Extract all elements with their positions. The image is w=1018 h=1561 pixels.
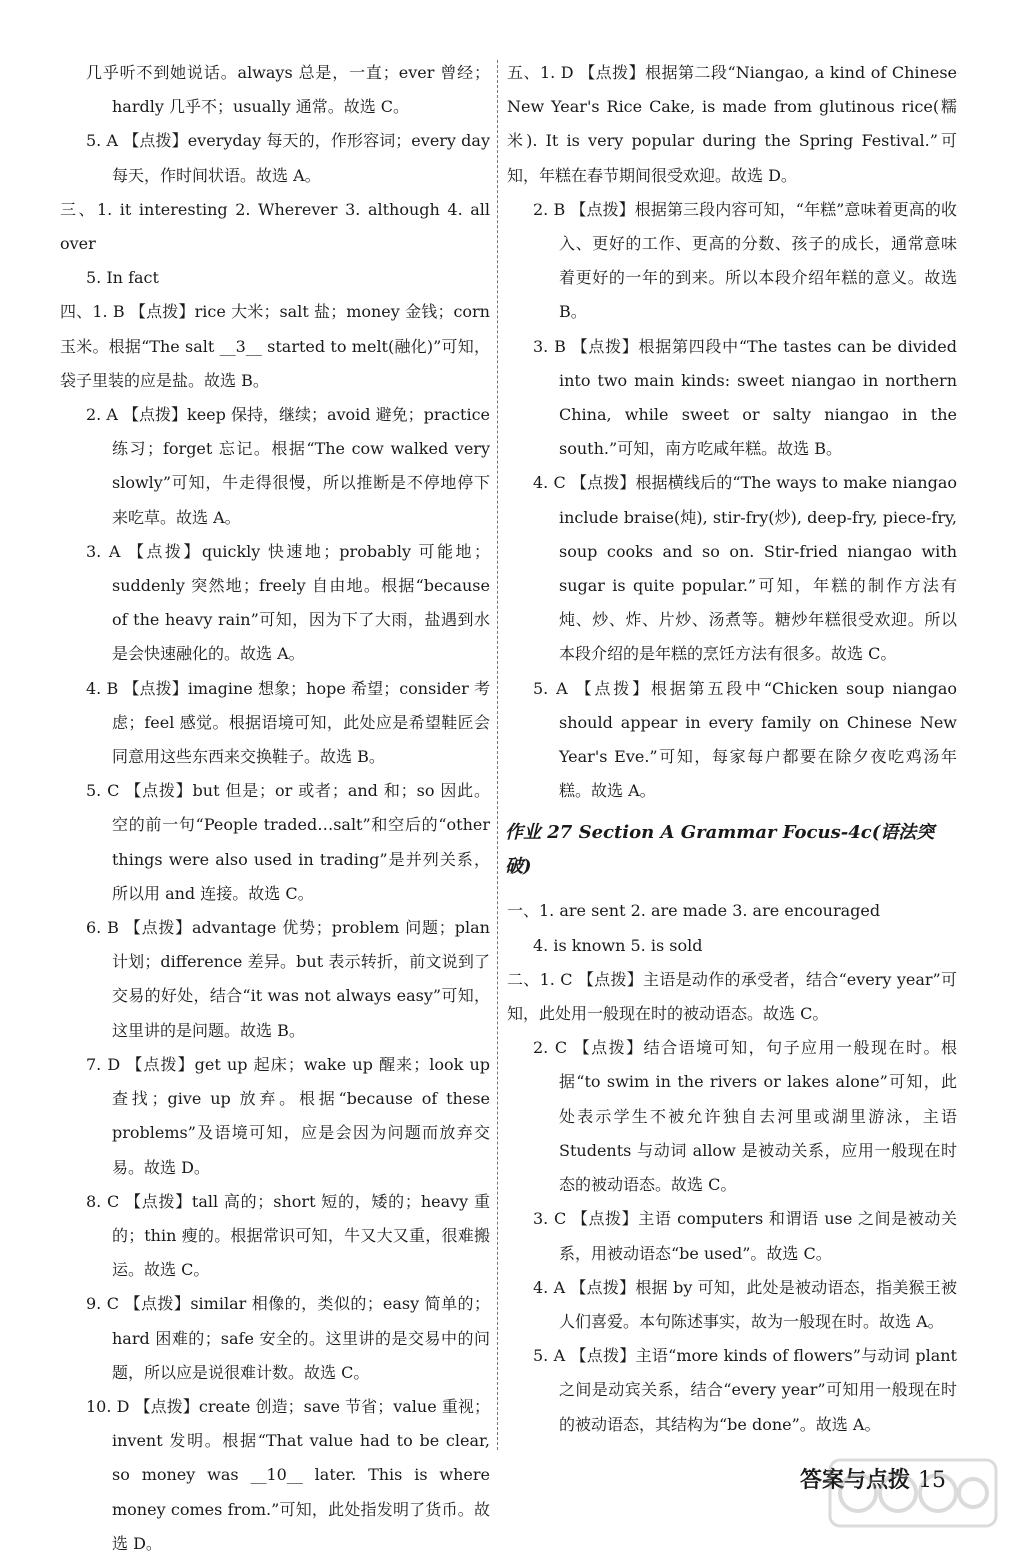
answer-item: 几乎听不到她说话。always 总是，一直；ever 曾经；hardly 几乎不；usually 通常。故选 C。 [86,63,490,117]
left-column [60,56,490,1561]
answer-item: 6. B 【点拨】advantage 优势；problem 问题；plan 计划；difference 差异。but 表示转折，前文说到了交易的好处，结合“it was not always easy”可知，这里讲的是问题。故选 B。 [86,918,490,1040]
answer-item: 3. C 【点拨】主语 computers 和谓语 use 之间是被动关系，用被动语态“be used”。故选 C。 [533,1209,957,1263]
answer-item: 2. C 【点拨】结合语境可知，句子应用一般现在时。根据“to swim in the rivers or lakes alone”可知，此处表示学生不被允许独自去河里或湖里游泳，主语 Students 与动词 allow 是被动关系，应用一般现在时态的被动语态。故选 C。 [533,1038,957,1195]
answer-item: 3. B 【点拨】根据第四段中“The tastes can be divided into two main kinds: sweet niangao in northern China, while sweet or salty niangao in the south.”可知，南方吃咸年糕。故选 B。 [533,336,957,459]
answer-item: 二、1. C 【点拨】主语是动作的承受者，结合“every year”可知，此处用一般现在时的被动语态。故选 C。 [507,969,957,1024]
answer-item: 3. A 【点拨】quickly 快速地；probably 可能地；suddenly 突然地；freely 自由地。根据“because of the heavy rain”可知，因为下了大雨，盐遇到水是会快速融化的。故选 A。 [86,541,490,664]
answer-item: 五、1. D 【点拨】根据第二段“Niangao, a kind of Chinese New Year's Rice Cake, is made from glutinous rice(糯米). It is very popular during the Spring Festival.”可知，年糕在春节期间很受欢迎。故选 D。 [507,63,957,185]
page-number: 15 [918,1468,946,1493]
answer-item: 5. A 【点拨】主语“more kinds of flowers”与动词 plant 之间是动宾关系，结合“every year”可知用一般现在时的被动语态，其结构为“be done”。故选 A。 [533,1346,957,1434]
answer-item: 4. A 【点拨】根据 by 可知，此处是被动语态，指美猴王被人们喜爱。本句陈述事实，故为一般现在时。故选 A。 [533,1277,957,1331]
answer-item: 2. A 【点拨】keep 保持，继续；avoid 避免；practice 练习；forget 忘记。根据“The cow walked very slowly”可知，牛走得很慢，所以推断是不停地停下来吃草。故选 A。 [86,405,490,527]
answer-item: 4. C 【点拨】根据横线后的“The ways to make niangao include braise(炖), stir-fry(炒), deep-fry, piece-fry, soup cooks and so on. Stir-fried niangao with sugar is quite popular.”可知，年糕的制作方法有炖、炒、炸、片炒、汤煮等。糖炒年糕很受欢迎。所以本段介绍的是年糕的烹饪方法有很多。故选 C。 [533,473,957,664]
answer-item: 9. C 【点拨】similar 相像的，类似的；easy 简单的；hard 困难的；safe 安全的。这里讲的是交易中的问题，所以应是说很难计数。故选 C。 [86,1294,490,1382]
answer-item: 8. C 【点拨】tall 高的；short 短的，矮的；heavy 重的；thin 瘦的。根据常识可知，牛又大又重，很难搬运。故选 C。 [86,1191,490,1280]
footer-label: 答案与点拨 [799,1468,910,1493]
section-heading: 作业 27 Section A Grammar Focus-4c(语法突破) [505,822,935,878]
answer-item: 一、1. are sent 2. are made 3. are encouraged [507,901,881,921]
answer-item: 4. is known 5. is sold [533,935,703,955]
answer-item: 5. A 【点拨】everyday 每天的，作形容词；every day 每天，作时间状语。故选 A。 [86,131,490,185]
answer-item: 四、1. B 【点拨】rice 大米；salt 盐；money 金钱；corn 玉米。根据“The salt __3__ started to melt(融化)”可知，袋子里装的应是盐。故选 B。 [60,302,490,390]
right-column [507,56,957,1442]
answer-item: 4. B 【点拨】imagine 想象；hope 希望；consider 考虑；feel 感觉。根据语境可知，此处应是希望鞋匠会同意用这些东西来交换鞋子。故选 B。 [86,678,490,767]
answer-item: 5. C 【点拨】but 但是；or 或者；and 和；so 因此。空的前一句“People traded…salt”和空后的“other things were also used in trading”是并列关系，所以用 and 连接。故选 C。 [86,781,490,903]
column-divider [497,60,498,1450]
watermark-logo [828,1458,998,1528]
answer-item: 10. D 【点拨】create 创造；save 节省；value 重视；invent 发明。根据“That value had to be clear, so money was __10__ later. This is where money comes from.”可知，此处指发明了货币。故选 D。 [86,1396,490,1553]
answer-item: 三、1. it interesting 2. Wherever 3. although 4. all over [60,199,490,254]
answer-item: 7. D 【点拨】get up 起床；wake up 醒来；look up 查找；give up 放弃。根据“because of these problems”及语境可知，应是会因为问题而放弃交易。故选 D。 [86,1054,490,1177]
answer-item: 5. A 【点拨】根据第五段中“Chicken soup niangao should appear in every family on Chinese New Year's Eve.”可知，每家每户都要在除夕夜吃鸡汤年糕。故选 A。 [533,678,957,801]
answer-item: 5. In fact [86,268,159,288]
answer-item: 2. B 【点拨】根据第三段内容可知，“年糕”意味着更高的收入、更好的工作、更高的分数、孩子的成长，通常意味着更好的一年的到来。所以本段介绍年糕的意义。故选 B。 [533,199,957,322]
